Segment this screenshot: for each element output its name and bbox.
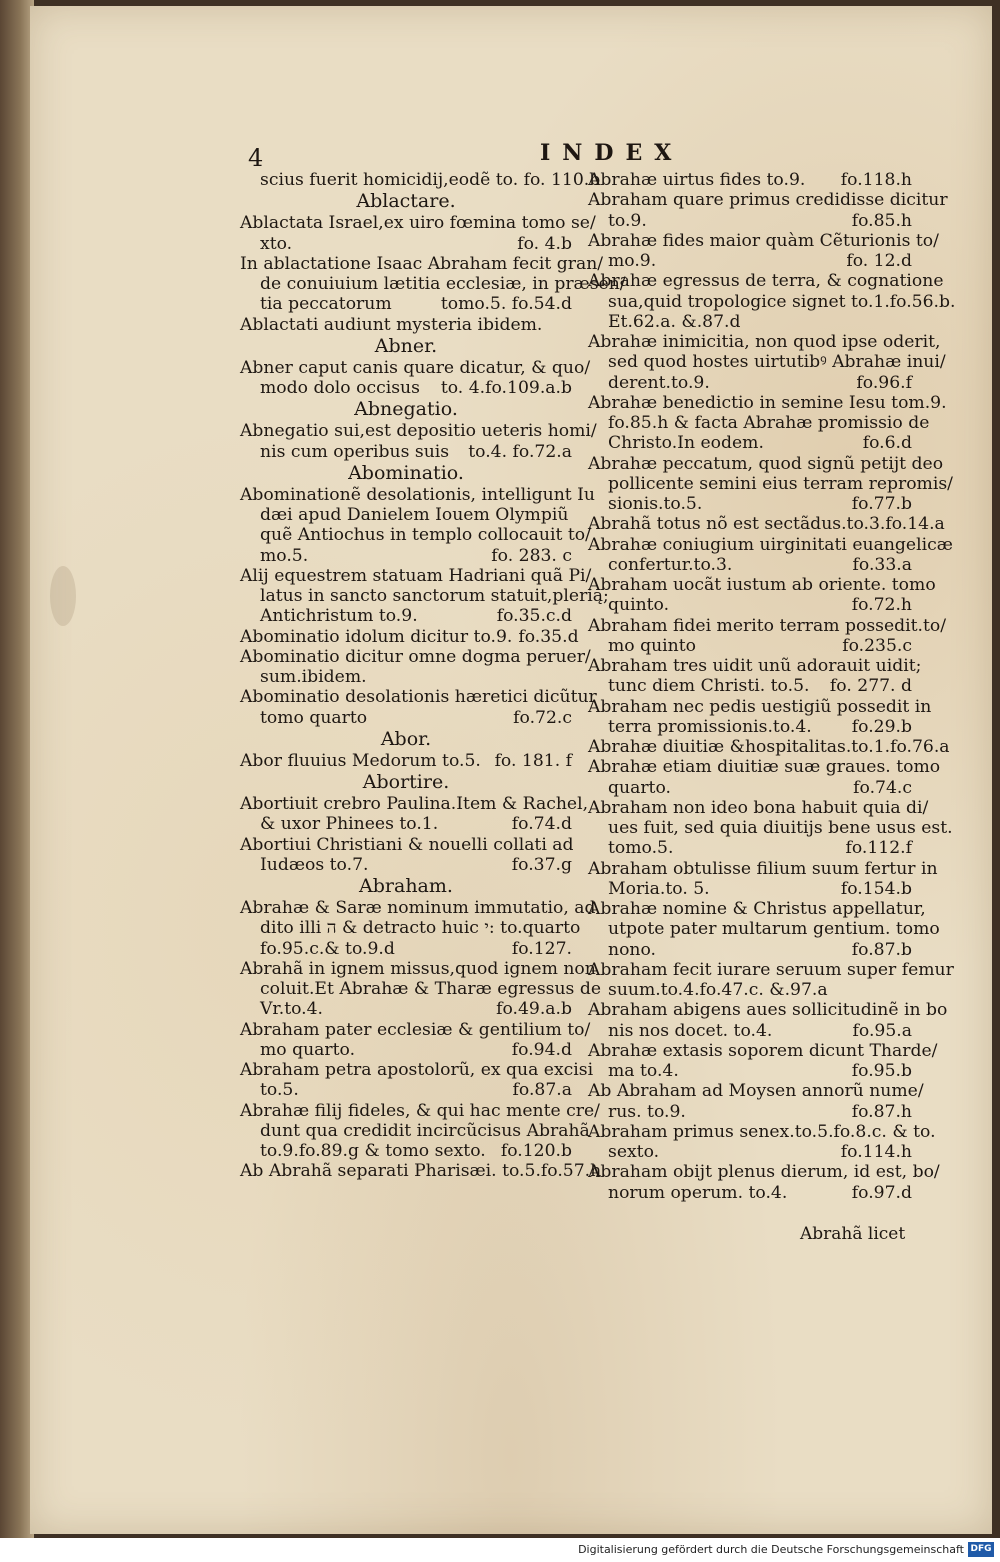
folio-reference: fo.114.h — [840, 1142, 912, 1162]
entry-text: Abrahæ egressus de terra, & cognatione — [588, 271, 944, 292]
index-entry-line — [240, 1120, 590, 1141]
index-heading — [240, 875, 572, 898]
index-entry-line — [240, 708, 572, 728]
heading-text: Abominatio. — [348, 461, 464, 484]
entry-text: Abrahæ etiam diuitiæ suæ graues. tomo — [588, 757, 941, 778]
entry-text: nono. — [608, 939, 656, 960]
entry-text: tomo quarto — [260, 707, 368, 728]
folio-reference: fo.35.c.d — [496, 606, 572, 627]
folio-reference: to. 4.fo.109.a.b — [440, 378, 572, 398]
index-entry-line — [588, 1183, 912, 1203]
heading-text: Abortire. — [362, 771, 450, 793]
index-entry-line — [240, 751, 572, 771]
index-entry-line — [240, 626, 579, 647]
index-entry-line — [240, 999, 572, 1019]
entry-text: Abraham obijt plenus dierum, id est, bo/ — [588, 1162, 940, 1183]
dfg-logo: DFG — [968, 1542, 994, 1557]
index-entry-line — [588, 352, 946, 373]
entry-text: xto. — [260, 233, 293, 254]
index-entry-line — [588, 373, 912, 393]
index-entry-line — [588, 271, 944, 292]
folio-reference: fo.72.h — [851, 595, 912, 616]
index-entry-line — [240, 958, 596, 979]
index-entry-line — [240, 1040, 572, 1060]
index-entry-line — [240, 586, 609, 606]
index-entry-line — [588, 980, 912, 1000]
entry-text: Abrahæ uirtus fides to.9. — [588, 170, 806, 190]
entry-text: sionis.to.5. — [608, 494, 703, 514]
entry-text: Abraham non ideo bona habuit quia di/ — [588, 797, 929, 818]
folio-reference: fo.37.g — [511, 854, 572, 875]
index-entry-line — [240, 646, 591, 667]
entry-text: Moria.to. 5. — [608, 878, 710, 899]
entry-text: Ab Abraham ad Moysen annorũ nume/ — [588, 1081, 924, 1102]
entry-text: Abominatio idolum dicitur to.9. — [240, 626, 513, 647]
folio-reference: fo.77.b — [851, 494, 912, 514]
entry-text: Abrahæ & Saræ nominum immutatio, ad — [240, 898, 596, 918]
index-entry-line — [240, 606, 572, 626]
heading-text: Abor. — [380, 727, 432, 750]
index-entry-line — [588, 392, 947, 413]
entry-text: Abortiui Christiani & nouelli collati ad — [240, 834, 574, 855]
index-entry-line — [588, 1000, 948, 1021]
index-entry-line — [240, 213, 596, 234]
index-entry-line — [240, 855, 572, 875]
index-entry-line — [588, 595, 912, 615]
folio-reference: fo.112.f — [845, 838, 912, 859]
entry-text: nis nos docet. to.4. — [608, 1020, 773, 1041]
entry-text: Abraham nec pedis uestigiũ possedit in — [588, 696, 932, 717]
entry-text: tia peccatorum — [260, 294, 392, 315]
entry-text: dito illi ה & detracto huic י: to.quarto — [260, 918, 581, 939]
index-entry-line — [588, 332, 941, 352]
entry-text: Alij equestrem statuam Hadriani quã Pi/ — [240, 565, 592, 586]
entry-text: ues fuit, sed quia diuitijs bene usus est. — [608, 818, 953, 838]
index-heading — [240, 771, 572, 794]
entry-text: Abraham fecit iurare seruum super femur — [588, 959, 954, 980]
folio-reference: fo.95.a — [852, 1020, 912, 1041]
index-entry-line — [588, 514, 945, 535]
index-entry-line — [588, 230, 939, 251]
entry-text: Abrahæ inimicitia, non quod ipse oderit, — [588, 332, 941, 352]
entry-text: scius fuerit homicidij,eodẽ to. fo. 110.b — [260, 170, 601, 190]
entry-text: sed quod hostes uirtutibꝰ Abrahæ inui/ — [608, 352, 946, 373]
index-entry-line — [240, 315, 572, 335]
entry-text: Vr.to.4. — [260, 999, 324, 1020]
running-head: INDEX — [540, 140, 684, 166]
entry-text: derent.to.9. — [608, 372, 710, 393]
entry-text: norum operum. to.4. — [608, 1182, 788, 1203]
index-entry-line — [240, 1100, 600, 1121]
entry-text: confertur.to.3. — [608, 554, 733, 575]
index-entry-line — [588, 656, 922, 676]
index-entry-line — [588, 940, 912, 960]
index-entry-line — [588, 1162, 940, 1183]
index-entry-line — [240, 939, 572, 959]
entry-text: Abnegatio sui,est depositio ueteris homi/ — [240, 421, 597, 442]
entry-text: Abor fluuius Medorum to.5. — [240, 750, 481, 771]
index-entry-line — [588, 959, 954, 980]
index-entry-line — [240, 1161, 602, 1182]
index-entry-line — [588, 534, 953, 555]
funding-credit: Digitalisierung gefördert durch die Deutsche Forschungsgemeinschaft — [578, 1543, 964, 1556]
entry-text: Abraham tres uidit unũ adorauit uidit; — [588, 656, 922, 676]
folio-reference: fo.94.d — [511, 1039, 572, 1060]
index-entry-line — [240, 253, 604, 274]
heading-text: Abnegatio. — [354, 398, 458, 421]
entry-text: Abrahæ filij fideles, & qui hac mente cre/ — [240, 1100, 600, 1121]
index-entry-line — [240, 442, 572, 462]
index-entry-line — [588, 899, 926, 919]
folio-reference: fo.29.b — [851, 716, 912, 737]
index-entry-line — [240, 1019, 591, 1040]
folio-reference: fo.35.d — [518, 626, 579, 647]
entry-text: dæi apud Danielem Iouem Olympiũ — [260, 505, 569, 525]
entry-text: pollicente semini eius terram repromis/ — [608, 473, 953, 494]
entry-text: Abraham quare primus credidisse dicitur — [588, 190, 948, 211]
index-entry-line — [588, 453, 944, 474]
entry-text: Christo.In eodem. — [608, 433, 764, 454]
folio-reference: fo. 4.b — [517, 233, 572, 254]
index-entry-line — [588, 312, 912, 332]
index-heading — [240, 462, 572, 485]
index-entry-line — [240, 234, 572, 254]
entry-text: Abraham fidei merito terram possedit.to/ — [588, 615, 947, 636]
folio-reference: fo.118.h — [840, 170, 912, 190]
entry-text: Abrahã in ignem missus,quod ignem non — [240, 958, 596, 979]
entry-text: Abominationẽ desolationis, intelligunt Iu — [240, 484, 595, 505]
entry-text: mo quarto. — [260, 1039, 356, 1060]
entry-text: Abrahæ diuitiæ &hospitalitas.to.1.fo.76.a — [588, 737, 950, 757]
index-entry-line — [588, 838, 912, 858]
entry-text: fo.85.h & facta Abrahæ promissio de — [608, 413, 930, 433]
index-entry-line — [588, 291, 956, 312]
entry-text: coluit.Et Abrahæ & Tharæ egressus de — [260, 979, 601, 999]
index-entry-line — [588, 413, 930, 433]
index-entry-line — [240, 565, 592, 586]
entry-text: fo.95.c.& to.9.d — [260, 938, 395, 959]
entry-text: de conuiuium lætitia ecclesiæ, in præsen/ — [260, 274, 626, 294]
index-entry-line — [240, 525, 591, 546]
index-entry-line — [588, 696, 932, 717]
index-entry-line — [588, 919, 940, 940]
entry-text: mo quinto — [608, 635, 697, 656]
folio-reference: fo.33.a — [852, 554, 912, 575]
index-entry-line — [588, 473, 953, 494]
index-entry-line — [588, 1102, 912, 1122]
index-entry-line — [588, 676, 912, 696]
entry-text: Abraham primus senex.to.5.fo.8.c. & to. — [588, 1121, 936, 1142]
entry-text: Abraham petra apostolorũ, ex qua excisi — [240, 1060, 594, 1080]
folio-reference: fo.97.d — [851, 1182, 912, 1203]
folio-reference: fo.85.h — [851, 210, 912, 231]
index-entry-line — [240, 274, 626, 294]
folio-reference: fo.127. — [511, 938, 572, 959]
index-entry-line — [588, 778, 912, 798]
page-number: 4 — [248, 144, 264, 172]
entry-text: Et.62.a. &.87.d — [608, 311, 741, 332]
entry-text: Abrahæ nomine & Christus appellatur, — [588, 899, 926, 919]
entry-text: sexto. — [608, 1142, 660, 1162]
index-entry-line — [240, 898, 596, 918]
folio-reference: fo.120.b — [500, 1141, 572, 1161]
index-entry-line — [240, 687, 597, 708]
entry-text: quinto. — [608, 595, 670, 616]
entry-text: Iudæos to.7. — [260, 854, 369, 875]
entry-text: Abrahæ fides maior quàm Cẽturionis to/ — [588, 230, 939, 251]
page-edge — [0, 0, 34, 1538]
entry-text: utpote pater multarum gentium. tomo — [608, 919, 940, 940]
index-entry-line — [588, 1121, 936, 1142]
index-entry-line — [240, 979, 601, 999]
folio-reference: fo.95.b — [851, 1061, 912, 1081]
entry-text: tunc diem Christi. to.5. — [608, 676, 810, 697]
index-entry-line — [240, 378, 572, 398]
entry-text: Abrahã totus nõ est sectãdus.to.3.fo.14.a — [588, 514, 945, 535]
index-entry-line — [588, 636, 912, 656]
entry-text: sua,quid tropologice signet to.1.fo.56.b. — [608, 291, 956, 312]
index-entry-line — [240, 484, 595, 505]
index-entry-line — [588, 170, 912, 190]
folio-reference: fo.235.c — [842, 635, 912, 656]
index-entry-line — [240, 294, 572, 314]
folio-reference: to.4. fo.72.a — [468, 441, 572, 462]
index-heading — [240, 335, 572, 358]
index-entry-line — [240, 546, 572, 566]
heading-text: Abraham. — [359, 875, 453, 897]
entry-text: latus in sancto sanctorum statuit,plerią; — [260, 586, 609, 606]
index-entry-line — [240, 918, 581, 939]
index-entry-line — [588, 797, 929, 818]
entry-text: to.9. — [608, 210, 647, 231]
heading-text: Abner. — [374, 334, 438, 357]
entry-text: Ab Abrahã separati Pharisæi. to.5.fo.57.h — [240, 1161, 602, 1182]
index-entry-line — [588, 717, 912, 737]
index-heading — [240, 398, 572, 421]
index-entry-line — [240, 794, 589, 814]
entry-text: to.9.fo.89.g & tomo sexto. — [260, 1141, 486, 1161]
entry-text: ma to.4. — [608, 1061, 679, 1081]
index-entry-line — [588, 575, 936, 595]
index-entry-line — [588, 1021, 912, 1041]
index-column-right — [588, 170, 956, 1203]
entry-text: Abner caput canis quare dicatur, & quo/ — [240, 357, 591, 378]
index-entry-line — [588, 1040, 938, 1061]
index-entry-line — [588, 190, 948, 211]
index-entry-line — [240, 421, 597, 442]
index-entry-line — [240, 667, 572, 687]
folio-reference: fo.72.c — [513, 707, 572, 728]
index-entry-line — [588, 858, 938, 879]
footer-bar — [0, 1538, 1000, 1562]
folio-reference: fo.6.d — [862, 433, 912, 454]
index-entry-line — [588, 494, 912, 514]
entry-text: Abrahæ extasis soporem dicunt Tharde/ — [588, 1040, 938, 1061]
index-entry-line — [588, 433, 912, 453]
entry-text: rus. to.9. — [608, 1101, 686, 1122]
entry-text: mo.5. — [260, 545, 309, 566]
folio-reference: fo.49.a.b — [496, 999, 572, 1020]
index-entry-line — [240, 505, 572, 525]
entry-text: terra promissionis.to.4. — [608, 716, 812, 737]
entry-text: Abominatio dicitur omne dogma peruer/ — [240, 646, 591, 667]
entry-text: dunt qua credidit incircũcisus Abrahã — [260, 1120, 590, 1141]
index-entry-line — [588, 818, 953, 838]
index-entry-line — [240, 814, 572, 834]
entry-text: Abraham abigens aues sollicitudinẽ in bo — [588, 1000, 948, 1021]
index-entry-line — [588, 615, 947, 636]
entry-text: mo.9. — [608, 251, 657, 271]
entry-text: Ablactati audiunt mysteria ibidem. — [240, 314, 543, 335]
entry-text: Abominatio desolationis hæretici dicũtur — [240, 687, 597, 708]
index-entry-line — [588, 1061, 912, 1081]
folio-reference: fo.154.b — [840, 878, 912, 899]
folio-reference: fo.87.h — [851, 1101, 912, 1122]
folio-reference: fo.96.f — [856, 372, 912, 393]
folio-reference: tomo.5. fo.54.d — [440, 294, 572, 315]
entry-text: Abrahæ coniugium uirginitati euangelicæ — [588, 534, 953, 555]
folio-reference: fo. 181. f — [494, 750, 572, 771]
index-entry-line — [588, 251, 912, 271]
index-entry-line — [588, 757, 941, 778]
entry-text: nis cum operibus suis — [260, 441, 450, 462]
folio-reference: fo.87.b — [851, 939, 912, 960]
index-entry-line — [240, 170, 601, 190]
folio-reference: fo. 277. d — [829, 676, 912, 697]
folio-reference: fo.74.c — [853, 777, 912, 798]
entry-text: suum.to.4.fo.47.c. &.97.a — [608, 980, 828, 1000]
folio-reference: fo. 283. c — [491, 545, 572, 566]
entry-text: Ablactata Israel,ex uiro fœmina tomo se/ — [240, 213, 596, 234]
entry-text: Abraham obtulisse filium suum fertur in — [588, 858, 938, 879]
heading-text: Ablactare. — [356, 190, 456, 213]
entry-text: modo dolo occisus — [260, 378, 420, 398]
index-column-left — [240, 170, 626, 1182]
folio-reference: fo. 12.d — [846, 251, 912, 271]
index-entry-line — [588, 211, 912, 231]
index-entry-line — [240, 1060, 594, 1080]
catchword: Abrahã licet — [800, 1224, 906, 1244]
index-heading — [240, 728, 572, 751]
entry-text: Abrahæ benedictio in semine Iesu tom.9. — [588, 392, 947, 413]
folio-reference: fo.74.d — [511, 814, 572, 835]
entry-text: to.5. — [260, 1080, 299, 1101]
index-entry-line — [588, 737, 950, 757]
entry-text: Abortiuit crebro Paulina.Item & Rachel, — [240, 794, 589, 814]
index-entry-line — [240, 357, 591, 378]
paper-stain — [50, 566, 76, 626]
index-entry-line — [588, 1081, 924, 1102]
index-entry-line — [240, 1141, 572, 1161]
entry-text: Abraham uocãt iustum ab oriente. tomo — [588, 575, 936, 595]
entry-text: quẽ Antiochus in templo collocauit to/ — [260, 525, 591, 546]
entry-text: Abrahæ peccatum, quod signũ petijt deo — [588, 453, 944, 474]
entry-text: Abraham pater ecclesiæ & gentilium to/ — [240, 1019, 591, 1040]
index-entry-line — [240, 1080, 572, 1100]
entry-text: quarto. — [608, 777, 671, 798]
entry-text: sum.ibidem. — [260, 667, 367, 687]
entry-text: & uxor Phinees to.1. — [260, 814, 439, 835]
entry-text: tomo.5. — [608, 838, 674, 859]
index-entry-line — [240, 835, 572, 855]
entry-text: In ablactatione Isaac Abraham fecit gran/ — [240, 253, 604, 274]
index-entry-line — [588, 879, 912, 899]
folio-reference: fo.87.a — [512, 1080, 572, 1101]
index-entry-line — [588, 1142, 912, 1162]
index-heading — [240, 190, 572, 213]
entry-text: Antichristum to.9. — [260, 606, 418, 627]
index-entry-line — [588, 555, 912, 575]
